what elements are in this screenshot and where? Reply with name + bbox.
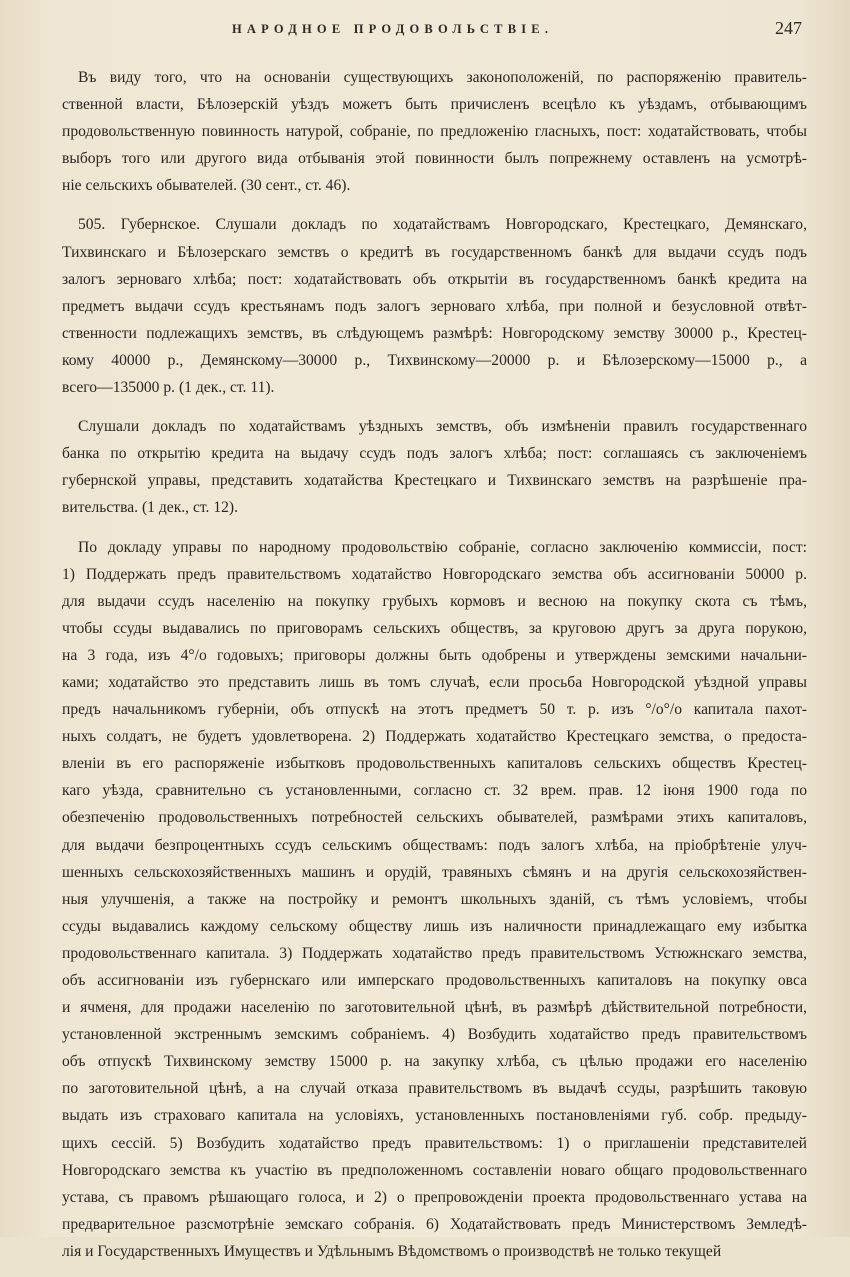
text-line: продовольственнаго капитала. 3) Поддержать ходатайство предъ правительствомъ Устюжнскаго земства, <box>62 944 807 962</box>
paragraph-505-credit <box>62 211 807 401</box>
text-line: продовольственную повинность натурой, собраніе, по предложенію гласныхъ, пост: ходатайствовать, чтобы <box>62 123 807 141</box>
text-line: по заготовительной цѣнѣ, а на случай отказа правительствомъ въ выдачѣ ссуды, разрѣшить таковую <box>62 1080 807 1098</box>
paragraph-food-supply-report <box>62 534 807 1266</box>
text-line: вительства. (1 дек., ст. 12). <box>62 499 239 517</box>
text-line: и ячменя, для продажи населенію по заготовительной цѣнѣ, въ размѣрѣ дѣйствительной потребности, <box>62 999 807 1017</box>
text-line: лія и Государственныхъ Имуществъ и Удѣльнымъ Вѣдомствомъ о производствѣ не только текущей <box>62 1242 722 1260</box>
paragraph-beloozero-duty <box>62 64 807 199</box>
text-line: предметъ выдачи ссудъ крестьянамъ подъ залогъ зерноваго хлѣба, при полной и безусловной отвѣт- <box>62 297 807 315</box>
running-title: НАРОДНОЕ ПРОДОВОЛЬСТВІЕ. <box>232 22 554 36</box>
text-line: объ отпускѣ Тихвинскому земству 15000 р. на закупку хлѣба, съ цѣлью продажи его населенію <box>62 1053 807 1071</box>
text-line: чтобы ссуды выдавались по приговорамъ сельскихъ обществъ, за круговою другъ за друга порукою, <box>62 619 807 637</box>
text-line: Новгородскаго земства къ участію въ предположенномъ составленіи новаго общаго продовольственнаго <box>62 1161 807 1179</box>
text-line: предъ начальникомъ губерніи, объ отпускѣ на этотъ предметъ 50 т. р. изъ °/о°/о капитала пахот- <box>62 701 807 719</box>
text-line: выдать изъ страховаго капитала на условіяхъ, установленныхъ постановленіями губ. собр. предыду- <box>62 1107 807 1125</box>
text-line: Слушали докладъ по ходатайствамъ уѣздныхъ земствъ, объ измѣненіи правилъ государственнаго <box>78 418 807 436</box>
text-line: губернской управы, представить ходатайства Крестецкаго и Тихвинскаго земствъ на разрѣшеніе пра- <box>62 472 807 490</box>
text-line: залогъ зерноваго хлѣба; пост: ходатайствовать объ открытіи въ государственномъ банкѣ кредита на <box>62 270 807 288</box>
paragraph-bank-rules <box>62 413 807 521</box>
text-line: Тихвинскаго и Бѣлозерскаго земствъ о кредитѣ въ государственномъ банкѣ для выдачи ссудъ подъ <box>62 243 807 261</box>
text-line: ссуды выдавались каждому сельскому обществу лишь изъ наличности принадлежащаго ему избытка <box>62 917 807 935</box>
text-line: ніе сельскихъ обывателей. (30 сент., ст. 46). <box>62 177 351 195</box>
text-line: всего—135000 р. (1 дек., ст. 11). <box>62 379 275 397</box>
text-line: выборъ того или другого вида отбыванія этой повинности былъ попрежнему оставленъ на усмотрѣ- <box>62 150 807 168</box>
text-line: 1) Поддержать предъ правительствомъ ходатайство Новгородскаго земства объ ассигнованіи 50000 р. <box>62 565 807 583</box>
text-line: предварительное разсмотрѣніе земскаго собранія. 6) Ходатайствовать предъ Министерствомъ Земледѣ- <box>62 1215 807 1233</box>
text-line: По докладу управы по народному продовольствію собраніе, согласно заключенію коммиссіи, пост: <box>78 538 807 556</box>
text-line: 505. Губернское. Слушали докладъ по ходатайствамъ Новгородскаго, Крестецкаго, Демянскаго, <box>78 216 807 234</box>
text-line: для выдачи ссудъ населенію на покупку грубыхъ кормовъ и весною на покупку скота съ тѣмъ, <box>62 592 807 610</box>
text-line: вленіи въ его распоряженіе избытковъ продовольственныхъ капиталовъ сельскихъ обществъ Крестец- <box>62 755 807 773</box>
text-line: ственности подлежащихъ земствъ, въ слѣдующемъ размѣрѣ: Новгородскому земству 30000 р., Крестец- <box>62 324 807 342</box>
text-line: шенныхъ сельскохозяйственныхъ машинъ и орудій, травяныхъ сѣмянъ и на другія сельскохозяйствен- <box>62 863 807 881</box>
page-header <box>62 18 802 44</box>
text-line: банка по открытію кредита на выдачу ссудъ подъ залогъ хлѣба; пост: соглашаясь съ заключеніемъ <box>62 445 807 463</box>
text-line: устава, съ правомъ рѣшающаго голоса, и 2) о препровожденіи проекта продовольственнаго устава на <box>62 1188 807 1206</box>
text-line: щихъ сессій. 5) Возбудить ходатайство предъ правительствомъ: 1) о приглашеніи представителей <box>62 1134 807 1152</box>
text-line: объ ассигнованіи изъ губернскаго или имперскаго продовольственныхъ капиталовъ на покупку овса <box>62 972 807 989</box>
text-line: установленной экстреннымъ земскимъ собраніемъ. 4) Возбудить ходатайство предъ правительствомъ <box>62 1026 807 1044</box>
text-line: кому 40000 р., Демянскому—30000 р., Тихвинскому—20000 р. и Бѣлозерскому—15000 р., а <box>62 351 807 369</box>
text-line: для выдачи безпроцентныхъ ссудъ сельскимъ обществамъ: подъ залогъ хлѣба, на пріобрѣтеніе улуч- <box>62 836 807 854</box>
text-line: на 3 года, изъ 4°/о годовыхъ; приговоры должны быть одобрены и утверждены земскими начальни- <box>62 646 807 664</box>
text-line: каго уѣзда, сравнительно съ установленными, согласно ст. 32 врем. прав. 12 іюня 1900 года по <box>62 782 807 800</box>
text-line: обезпеченію продовольственныхъ потребностей сельскихъ обывателей, размѣрами этихъ капиталовъ, <box>62 809 807 827</box>
text-line: ственной власти, Бѣлозерскій уѣздъ можетъ быть причисленъ всецѣло къ уѣздамъ, отбывающимъ <box>62 96 807 114</box>
text-line: ныхъ солдатъ, не будетъ удовлетворена. 2) Поддержать ходатайство Крестецкаго земства, о предоста- <box>62 728 807 746</box>
body-text <box>62 64 807 1277</box>
text-line: ныя улучшенія, а также на постройку и ремонтъ школьныхъ зданій, съ тѣмъ условіемъ, чтобы <box>62 890 807 908</box>
text-line: Въ виду того, что на основаніи существующихъ законоположеній, по распоряженію правитель- <box>78 69 807 86</box>
page-number: 247 <box>775 18 802 38</box>
text-line: ками; ходатайство это представить лишь въ томъ случаѣ, если просьба Новгородской уѣздной управы <box>62 673 807 691</box>
